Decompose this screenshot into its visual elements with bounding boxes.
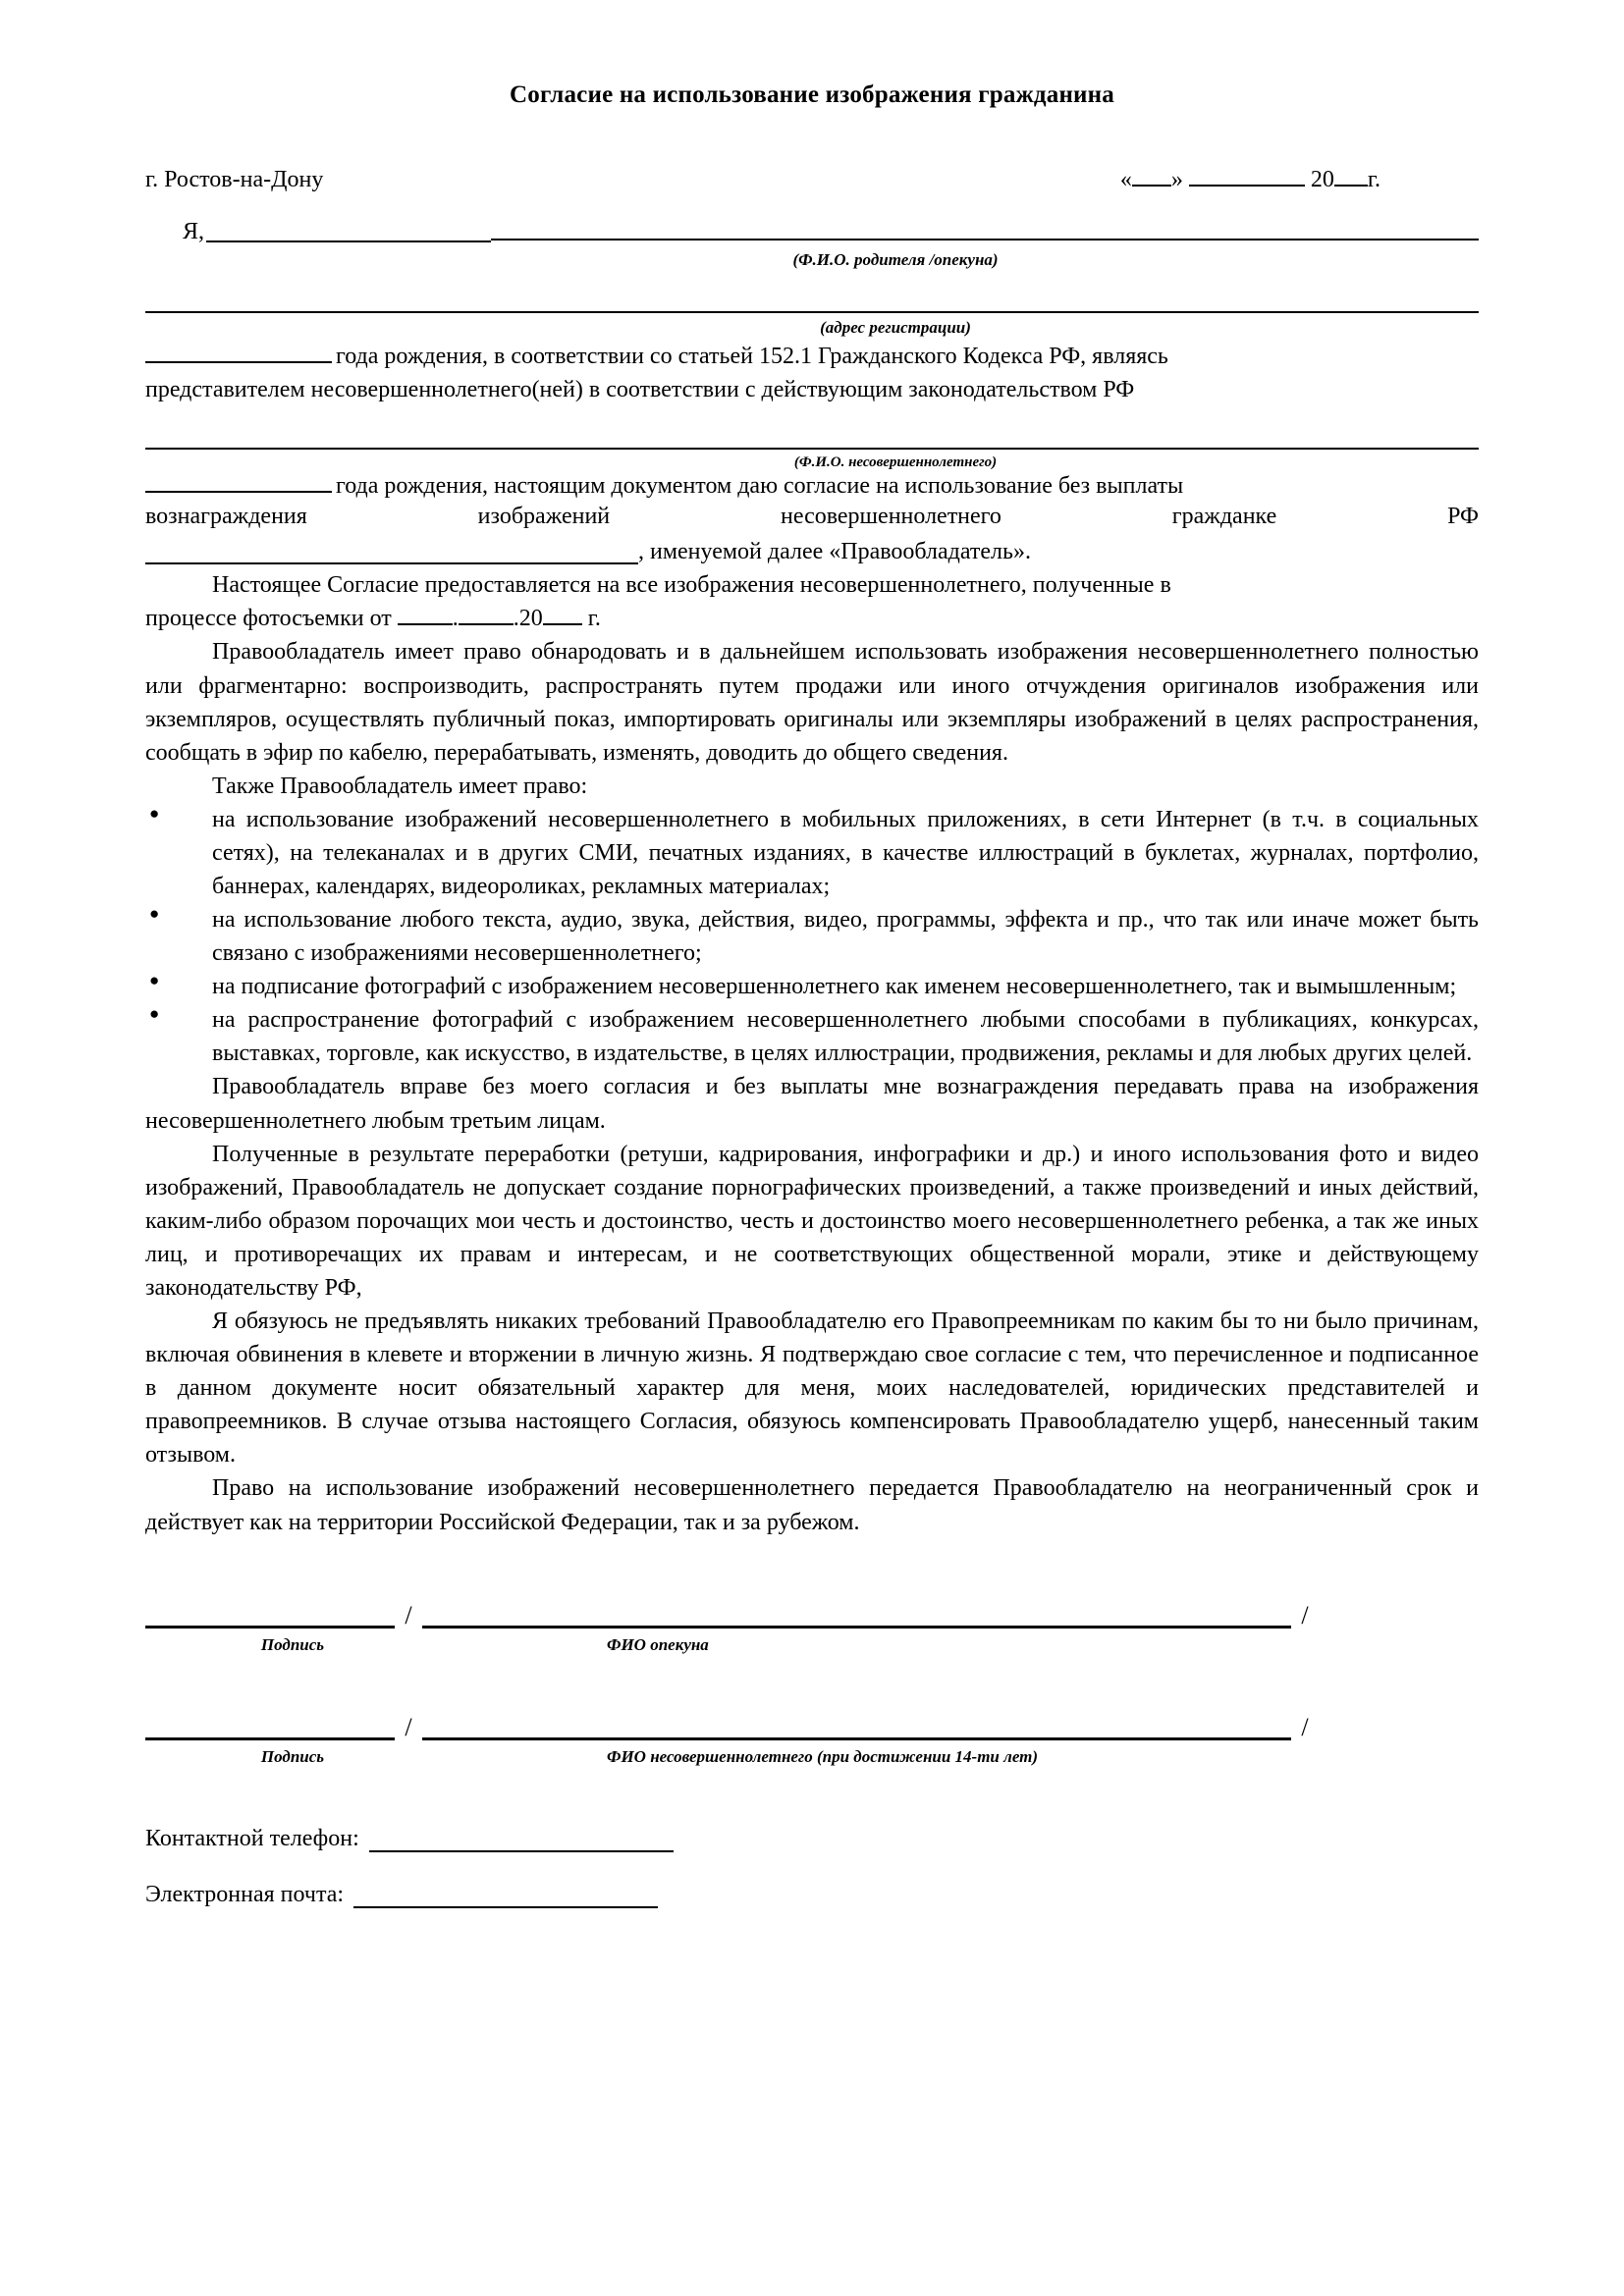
transfer-rights-text: Правообладатель вправе без моего согласия и без выплаты мне вознаграждения передавать права на изображения несовершеннолетнего любым третьим лицам. xyxy=(145,1074,1479,1134)
reward-word-1: изображений xyxy=(477,504,611,530)
caption-guardian-name: ФИО опекуна xyxy=(607,1634,709,1654)
signature-separator-2: / xyxy=(405,1712,412,1741)
caption-parent-fio: (Ф.И.О. родителя /опекуна) xyxy=(792,250,999,269)
rightsholder-line[interactable] xyxy=(145,535,1479,568)
signature-separator-2-end: / xyxy=(1301,1712,1309,1741)
minor-signature-row[interactable] xyxy=(145,1712,1479,1740)
birth-law-paragraph xyxy=(145,340,1479,406)
declarant-line[interactable] xyxy=(145,217,1479,245)
caption-minor-signature: Подпись xyxy=(260,1746,325,1766)
email-label: Электронная почта: xyxy=(145,1881,345,1907)
reward-word-2: несовершеннолетнего xyxy=(780,504,1001,530)
photoshoot-year-prefix: .20 xyxy=(513,606,543,632)
list-item: ● на использование любого текста, аудио, звука, действия, видео, программы, эффекта и пр., что так или иначе может быть связано с изображениями несовершеннолетнего; xyxy=(145,903,1479,970)
contacts-block xyxy=(145,1826,1479,1908)
photoshoot-year-blank[interactable] xyxy=(543,607,582,625)
birth-year-blank-1[interactable] xyxy=(145,345,332,363)
caption-minor-name: ФИО несовершеннолетнего (при достижении 14-ти лет) xyxy=(607,1746,1039,1766)
reward-word-3: гражданке xyxy=(1171,504,1277,530)
caption-registration-address: (адрес регистрации) xyxy=(820,318,971,337)
reward-word-0: вознаграждения xyxy=(145,504,307,530)
guardian-signature-blank[interactable] xyxy=(145,1600,395,1629)
city-label: г. Ростов-на-Дону xyxy=(145,167,324,192)
also-has-right-text: Также Правообладатель имеет право: xyxy=(212,773,588,799)
signature-separator-end: / xyxy=(1301,1600,1309,1629)
email-row[interactable] xyxy=(145,1882,1479,1908)
phone-label: Контактной телефон: xyxy=(145,1825,359,1851)
minor-signature-captions xyxy=(145,1747,1479,1767)
signature-block xyxy=(145,1600,1479,1767)
phone-row[interactable] xyxy=(145,1826,1479,1852)
minor-name-blank[interactable] xyxy=(422,1712,1291,1740)
date-year-prefix: 20 xyxy=(1310,167,1334,192)
email-input-blank[interactable] xyxy=(353,1889,658,1908)
declarant-blank-left[interactable] xyxy=(206,221,491,242)
address-blank[interactable] xyxy=(145,286,1479,313)
reward-word-4: РФ xyxy=(1447,504,1479,530)
caption-minor-fio: (Ф.И.О. несовершеннолетнего) xyxy=(793,454,998,471)
date-month-blank[interactable] xyxy=(1189,168,1305,187)
declarant-label: Я, xyxy=(183,219,205,244)
list-item: ● на использование изображений несовершеннолетнего в мобильных приложениях, в сети Интернет (в т.ч. в социальных сетях), на телеканалах и в других СМИ, печатных изданиях, в качестве иллюстраций в буклетах, журналах, портфолио, баннерах, календарях, видеороликах, рекламных материалах; xyxy=(145,803,1479,903)
consent-scope-text: Настоящее Согласие предоставляется на все изображения несовершеннолетнего, полученные в xyxy=(212,572,1171,599)
rightsholder-text: , именуемой далее «Правообладатель». xyxy=(638,539,1031,565)
date-day-blank[interactable] xyxy=(1132,168,1171,187)
minor-signature-blank[interactable] xyxy=(145,1712,395,1740)
date-field[interactable] xyxy=(1120,167,1380,193)
rights-main-text: Правообладатель имеет право обнародовать и в дальнейшем использовать изображения несовершеннолетнего полностью или фрагментарно: воспроизводить, распространять путем продажи или иного отчуждения оригиналов изображения или экземпляров, осуществлять публичный показ, импортировать оригиналы или экземпляры изображений в целях распространения, сообщать в эфир по кабелю, перерабатывать, изменять, доводить до общего сведения. xyxy=(145,639,1479,766)
caption-guardian-signature: Подпись xyxy=(260,1634,325,1654)
header-row xyxy=(145,167,1479,193)
representative-text: представителем несовершеннолетнего(ней) в соответствии с действующим законодательством РФ xyxy=(145,377,1135,403)
date-open-quote: « xyxy=(1119,167,1132,192)
consent-paragraph xyxy=(145,473,1479,500)
processing-text: Полученные в результате переработки (ретуши, кадрирования, инфографики и др.) и иного использования фото и видео изображений, Правообладатель не допускает создание порнографических произведений, а также произведений и иных действий, каким-либо образом порочащих мои честь и достоинство, честь и достоинство моего несовершеннолетнего ребенка, а так же иных лиц, и противоречащих их правам и интересам, и не соответствующих общественной морали, этике и действующему законодательству РФ, xyxy=(145,1141,1479,1301)
rightsholder-blank-long[interactable] xyxy=(145,543,568,564)
rights-bullet-list xyxy=(145,803,1479,1071)
date-close-quote: » xyxy=(1170,167,1183,192)
photoshoot-prefix: процессе фотосъемки от xyxy=(145,606,392,632)
guardian-signature-row[interactable] xyxy=(145,1600,1479,1629)
minor-signature-group xyxy=(145,1712,1479,1767)
date-year-suffix: г. xyxy=(1367,167,1380,192)
photoshoot-date-line[interactable]: процессе фотосъемки от . .20 г. xyxy=(145,606,601,632)
list-item: ● на подписание фотографий с изображением несовершеннолетнего как именем несовершеннолетнего, так и вымышленным; xyxy=(145,970,1479,1003)
phone-input-blank[interactable] xyxy=(369,1833,674,1852)
guardian-name-blank[interactable] xyxy=(422,1600,1291,1629)
declarant-blank-right[interactable] xyxy=(491,217,1479,240)
photoshoot-month-blank[interactable] xyxy=(459,607,514,625)
consent-text: года рождения, настоящим документом даю согласие на использование без выплаты xyxy=(336,473,1184,500)
reward-words-line xyxy=(145,500,1479,533)
photoshoot-day-blank[interactable] xyxy=(398,607,453,625)
term-text: Право на использование изображений несовершеннолетнего передается Правообладателю на неограниченный срок и действует как на территории Российской Федерации, так и за рубежом. xyxy=(145,1475,1479,1535)
birth-law-text: года рождения, в соответствии со статьей 152.1 Гражданского Кодекса РФ, являясь xyxy=(336,344,1168,369)
rightsholder-blank-short[interactable] xyxy=(568,543,638,564)
no-claims-text: Я обязуюсь не предъявлять никаких требований Правообладателю его Правопреемникам по каким бы то ни было причинам, включая обвинения в клевете и вторжении в личную жизнь. Я подтверждаю свое согласие с тем, что перечисленное и подписанное в данном документе носит обязательный характер для меня, моих наследователей, юридических представителей и правопреемников. В случае отзыва настоящего Согласия, обязуюсь компенсировать Правообладателю ущерб, нанесенный таким отзывом. xyxy=(145,1308,1479,1468)
birth-year-blank-2[interactable] xyxy=(145,474,332,493)
signature-separator: / xyxy=(405,1600,412,1629)
date-year-blank[interactable] xyxy=(1334,168,1368,187)
photoshoot-suffix: г. xyxy=(587,606,601,632)
minor-fio-blank[interactable] xyxy=(145,422,1479,450)
list-item: ● на распространение фотографий с изображением несовершеннолетнего любыми способами в публикациях, конкурсах, выставках, торговле, как искусство, в издательстве, в целях иллюстрации, продвижения, рекламы и для любых других целей. xyxy=(145,1003,1479,1070)
page-title: Согласие на использование изображения гражданина xyxy=(510,81,1114,108)
guardian-signature-captions xyxy=(145,1635,1479,1655)
